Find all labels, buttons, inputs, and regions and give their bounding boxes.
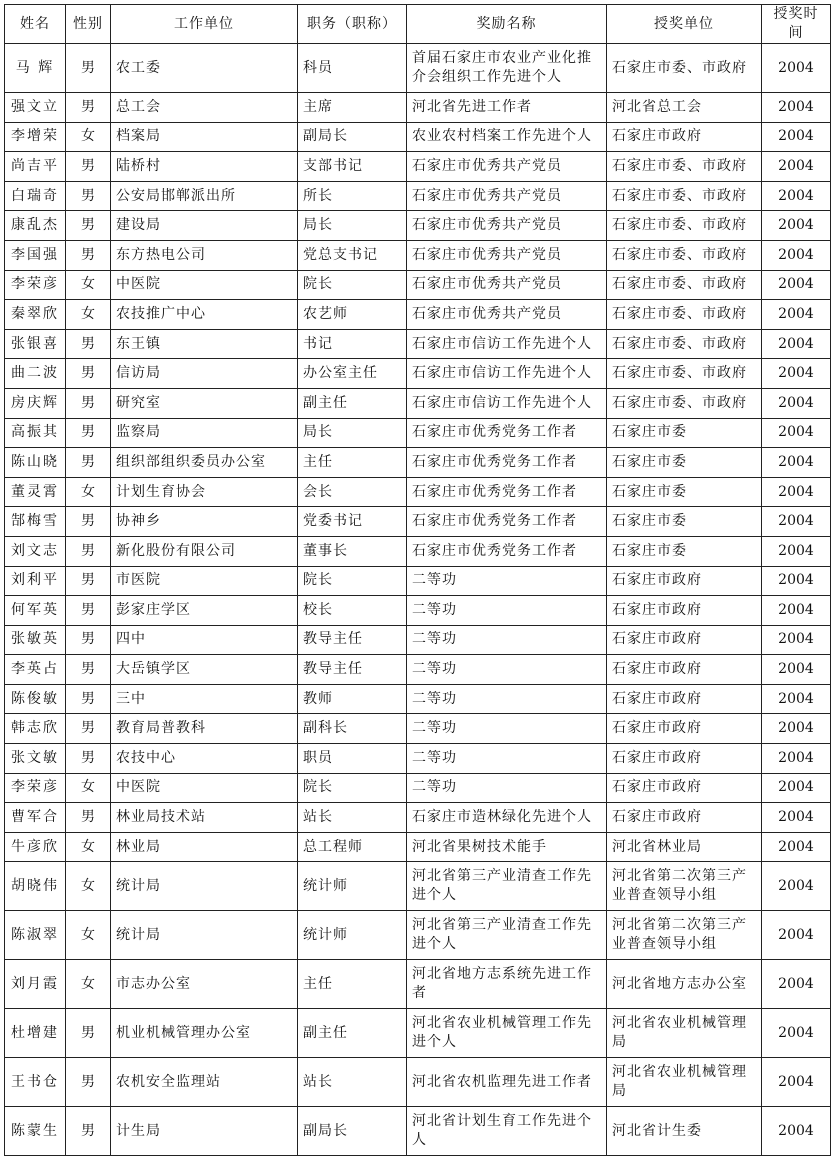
- cell-gender: 男: [66, 388, 111, 418]
- cell-work-unit: 信访局: [111, 359, 298, 389]
- cell-work-unit: 机业机械管理办公室: [111, 1009, 298, 1058]
- cell-award-year: 2004: [762, 960, 831, 1009]
- cell-position: 教师: [298, 684, 407, 714]
- table-row: [5, 911, 831, 960]
- cell-award-year: 2004: [762, 832, 831, 862]
- cell-gender: 男: [66, 93, 111, 123]
- table-row: [5, 211, 831, 241]
- cell-work-unit: 彭家庄学区: [111, 596, 298, 626]
- cell-award-name: 二等功: [407, 596, 607, 626]
- cell-awarding-unit: 石家庄市委、市政府: [607, 152, 762, 182]
- cell-name: 牛彦欣: [5, 832, 66, 862]
- table-row: [5, 960, 831, 1009]
- cell-awarding-unit: 石家庄市政府: [607, 684, 762, 714]
- table-row: [5, 477, 831, 507]
- cell-gender: 男: [66, 625, 111, 655]
- cell-work-unit: 东王镇: [111, 329, 298, 359]
- cell-gender: 女: [66, 832, 111, 862]
- cell-position: 职员: [298, 744, 407, 774]
- cell-gender: 男: [66, 714, 111, 744]
- cell-position: 局长: [298, 418, 407, 448]
- cell-awarding-unit: 石家庄市委: [607, 536, 762, 566]
- cell-name: 何军英: [5, 596, 66, 626]
- cell-gender: 男: [66, 566, 111, 596]
- cell-position: 站长: [298, 1058, 407, 1107]
- cell-awarding-unit: 河北省地方志办公室: [607, 960, 762, 1009]
- cell-name: 秦翠欣: [5, 300, 66, 330]
- cell-work-unit: 农技推广中心: [111, 300, 298, 330]
- table-row: [5, 803, 831, 833]
- cell-award-name: 石家庄市优秀党务工作者: [407, 477, 607, 507]
- cell-awarding-unit: 石家庄市委: [607, 477, 762, 507]
- cell-awarding-unit: 石家庄市政府: [607, 655, 762, 685]
- cell-awarding-unit: 石家庄市委: [607, 418, 762, 448]
- table-body: [5, 44, 831, 1156]
- cell-work-unit: 农机安全监理站: [111, 1058, 298, 1107]
- cell-awarding-unit: 石家庄市政府: [607, 122, 762, 152]
- cell-award-year: 2004: [762, 684, 831, 714]
- table-row: [5, 536, 831, 566]
- cell-award-name: 河北省第三产业清查工作先进个人: [407, 862, 607, 911]
- cell-name: 杜增建: [5, 1009, 66, 1058]
- cell-awarding-unit: 石家庄市政府: [607, 596, 762, 626]
- cell-name: 康乱杰: [5, 211, 66, 241]
- cell-name: 房庆辉: [5, 388, 66, 418]
- cell-work-unit: 监察局: [111, 418, 298, 448]
- cell-awarding-unit: 石家庄市政府: [607, 566, 762, 596]
- cell-award-year: 2004: [762, 714, 831, 744]
- cell-award-name: 石家庄市优秀共产党员: [407, 240, 607, 270]
- cell-position: 站长: [298, 803, 407, 833]
- cell-award-year: 2004: [762, 44, 831, 93]
- cell-position: 院长: [298, 270, 407, 300]
- table-row: [5, 684, 831, 714]
- cell-award-year: 2004: [762, 448, 831, 478]
- cell-name: 董灵霄: [5, 477, 66, 507]
- cell-award-name: 河北省先进工作者: [407, 93, 607, 123]
- cell-award-year: 2004: [762, 566, 831, 596]
- cell-name: 胡晓伟: [5, 862, 66, 911]
- cell-position: 副局长: [298, 1107, 407, 1156]
- cell-work-unit: 中医院: [111, 773, 298, 803]
- cell-award-name: 二等功: [407, 655, 607, 685]
- table-row: [5, 44, 831, 93]
- cell-gender: 男: [66, 181, 111, 211]
- table-row: [5, 300, 831, 330]
- cell-gender: 男: [66, 359, 111, 389]
- cell-award-year: 2004: [762, 418, 831, 448]
- cell-position: 副主任: [298, 388, 407, 418]
- cell-award-name: 二等功: [407, 566, 607, 596]
- cell-work-unit: 研究室: [111, 388, 298, 418]
- cell-name: 陈蒙生: [5, 1107, 66, 1156]
- cell-name: 张银喜: [5, 329, 66, 359]
- cell-name: 强文立: [5, 93, 66, 123]
- cell-name: 尚吉平: [5, 152, 66, 182]
- cell-awarding-unit: 石家庄市委、市政府: [607, 359, 762, 389]
- cell-awarding-unit: 石家庄市委: [607, 448, 762, 478]
- cell-award-name: 二等功: [407, 773, 607, 803]
- header-row: [5, 5, 831, 44]
- cell-position: 董事长: [298, 536, 407, 566]
- cell-name: 高振其: [5, 418, 66, 448]
- cell-award-year: 2004: [762, 1009, 831, 1058]
- table-row: [5, 744, 831, 774]
- cell-work-unit: 农工委: [111, 44, 298, 93]
- cell-award-name: 石家庄市优秀党务工作者: [407, 418, 607, 448]
- cell-awarding-unit: 河北省第二次第三产业普查领导小组: [607, 911, 762, 960]
- cell-name: 王书仓: [5, 1058, 66, 1107]
- cell-gender: 女: [66, 911, 111, 960]
- table-row: [5, 714, 831, 744]
- cell-work-unit: 林业局: [111, 832, 298, 862]
- cell-gender: 女: [66, 122, 111, 152]
- cell-gender: 男: [66, 507, 111, 537]
- cell-gender: 女: [66, 300, 111, 330]
- cell-gender: 男: [66, 418, 111, 448]
- cell-position: 书记: [298, 329, 407, 359]
- table-row: [5, 832, 831, 862]
- cell-name: 郜梅雪: [5, 507, 66, 537]
- cell-award-name: 石家庄市优秀党务工作者: [407, 507, 607, 537]
- cell-award-year: 2004: [762, 625, 831, 655]
- cell-name: 韩志欣: [5, 714, 66, 744]
- cell-work-unit: 新化股份有限公司: [111, 536, 298, 566]
- cell-position: 党总支书记: [298, 240, 407, 270]
- cell-award-name: 农业农村档案工作先进个人: [407, 122, 607, 152]
- cell-award-year: 2004: [762, 911, 831, 960]
- cell-name: 张文敏: [5, 744, 66, 774]
- table-row: [5, 240, 831, 270]
- cell-work-unit: 总工会: [111, 93, 298, 123]
- table-row: [5, 507, 831, 537]
- cell-work-unit: 档案局: [111, 122, 298, 152]
- cell-awarding-unit: 石家庄市政府: [607, 773, 762, 803]
- cell-work-unit: 市志办公室: [111, 960, 298, 1009]
- cell-gender: 男: [66, 684, 111, 714]
- cell-gender: 女: [66, 862, 111, 911]
- cell-award-name: 石家庄市优秀共产党员: [407, 152, 607, 182]
- cell-work-unit: 计划生育协会: [111, 477, 298, 507]
- cell-work-unit: 大岳镇学区: [111, 655, 298, 685]
- cell-award-name: 河北省计划生育工作先进个人: [407, 1107, 607, 1156]
- cell-position: 院长: [298, 773, 407, 803]
- cell-position: 会长: [298, 477, 407, 507]
- cell-position: 副局长: [298, 122, 407, 152]
- cell-award-name: 石家庄市信访工作先进个人: [407, 329, 607, 359]
- header-awarding-unit: 授奖单位: [607, 5, 762, 44]
- cell-award-year: 2004: [762, 270, 831, 300]
- cell-awarding-unit: 石家庄市委、市政府: [607, 181, 762, 211]
- cell-position: 副主任: [298, 1009, 407, 1058]
- cell-name: 陈俊敏: [5, 684, 66, 714]
- table-row: [5, 122, 831, 152]
- cell-award-year: 2004: [762, 93, 831, 123]
- header-award-year: 授奖时间: [762, 5, 831, 44]
- cell-award-year: 2004: [762, 862, 831, 911]
- cell-name: 李国强: [5, 240, 66, 270]
- table-row: [5, 1107, 831, 1156]
- table-row: [5, 596, 831, 626]
- cell-award-name: 河北省农业机械管理工作先进个人: [407, 1009, 607, 1058]
- table-row: [5, 773, 831, 803]
- cell-awarding-unit: 石家庄市委、市政府: [607, 211, 762, 241]
- cell-position: 所长: [298, 181, 407, 211]
- header-work-unit: 工作单位: [111, 5, 298, 44]
- cell-position: 支部书记: [298, 152, 407, 182]
- cell-position: 校长: [298, 596, 407, 626]
- cell-gender: 男: [66, 1009, 111, 1058]
- cell-position: 教导主任: [298, 655, 407, 685]
- table-row: [5, 270, 831, 300]
- header-position: 职务（职称）: [298, 5, 407, 44]
- cell-position: 教导主任: [298, 625, 407, 655]
- cell-award-name: 二等功: [407, 714, 607, 744]
- cell-awarding-unit: 河北省林业局: [607, 832, 762, 862]
- cell-gender: 男: [66, 1058, 111, 1107]
- cell-awarding-unit: 石家庄市政府: [607, 714, 762, 744]
- cell-award-year: 2004: [762, 744, 831, 774]
- cell-awarding-unit: 石家庄市政府: [607, 803, 762, 833]
- cell-position: 办公室主任: [298, 359, 407, 389]
- cell-award-year: 2004: [762, 388, 831, 418]
- table-row: [5, 359, 831, 389]
- header-award-name: 奖励名称: [407, 5, 607, 44]
- cell-award-name: 石家庄市优秀共产党员: [407, 300, 607, 330]
- table-row: [5, 418, 831, 448]
- table-row: [5, 448, 831, 478]
- table-row: [5, 93, 831, 123]
- cell-gender: 男: [66, 152, 111, 182]
- cell-work-unit: 公安局邯郸派出所: [111, 181, 298, 211]
- cell-award-name: 河北省果树技术能手: [407, 832, 607, 862]
- cell-award-year: 2004: [762, 536, 831, 566]
- table-row: [5, 181, 831, 211]
- cell-gender: 男: [66, 803, 111, 833]
- cell-gender: 男: [66, 655, 111, 685]
- cell-award-year: 2004: [762, 211, 831, 241]
- cell-work-unit: 三中: [111, 684, 298, 714]
- cell-position: 统计师: [298, 862, 407, 911]
- cell-name: 陈山晓: [5, 448, 66, 478]
- cell-gender: 男: [66, 536, 111, 566]
- table-row: [5, 1058, 831, 1107]
- cell-name: 李荣彦: [5, 773, 66, 803]
- cell-gender: 男: [66, 240, 111, 270]
- cell-position: 总工程师: [298, 832, 407, 862]
- cell-work-unit: 东方热电公司: [111, 240, 298, 270]
- cell-award-year: 2004: [762, 1107, 831, 1156]
- cell-award-name: 二等功: [407, 625, 607, 655]
- cell-award-year: 2004: [762, 300, 831, 330]
- cell-work-unit: 组织部组织委员办公室: [111, 448, 298, 478]
- cell-work-unit: 陆桥村: [111, 152, 298, 182]
- awards-table: [4, 4, 831, 1156]
- cell-work-unit: 市医院: [111, 566, 298, 596]
- table-row: [5, 862, 831, 911]
- cell-award-name: 石家庄市优秀共产党员: [407, 270, 607, 300]
- table-row: [5, 388, 831, 418]
- cell-work-unit: 教育局普教科: [111, 714, 298, 744]
- cell-gender: 男: [66, 329, 111, 359]
- cell-gender: 女: [66, 960, 111, 1009]
- cell-awarding-unit: 河北省农业机械管理局: [607, 1009, 762, 1058]
- cell-award-year: 2004: [762, 240, 831, 270]
- cell-awarding-unit: 石家庄市委、市政府: [607, 240, 762, 270]
- cell-award-name: 河北省农机监理先进工作者: [407, 1058, 607, 1107]
- cell-name: 陈淑翠: [5, 911, 66, 960]
- cell-gender: 女: [66, 773, 111, 803]
- cell-name: 刘月霞: [5, 960, 66, 1009]
- table-row: [5, 329, 831, 359]
- cell-name: 刘利平: [5, 566, 66, 596]
- cell-award-year: 2004: [762, 122, 831, 152]
- cell-position: 局长: [298, 211, 407, 241]
- cell-name: 马 辉: [5, 44, 66, 93]
- cell-award-name: 河北省第三产业清查工作先进个人: [407, 911, 607, 960]
- cell-award-name: 石家庄市信访工作先进个人: [407, 359, 607, 389]
- cell-award-year: 2004: [762, 477, 831, 507]
- cell-name: 曹军合: [5, 803, 66, 833]
- cell-awarding-unit: 石家庄市委: [607, 507, 762, 537]
- cell-name: 白瑞奇: [5, 181, 66, 211]
- cell-award-name: 二等功: [407, 684, 607, 714]
- cell-award-year: 2004: [762, 596, 831, 626]
- cell-award-name: 石家庄市优秀党务工作者: [407, 448, 607, 478]
- cell-award-name: 石家庄市优秀党务工作者: [407, 536, 607, 566]
- cell-award-year: 2004: [762, 773, 831, 803]
- cell-gender: 男: [66, 744, 111, 774]
- cell-work-unit: 计生局: [111, 1107, 298, 1156]
- cell-award-year: 2004: [762, 152, 831, 182]
- cell-gender: 男: [66, 448, 111, 478]
- cell-work-unit: 四中: [111, 625, 298, 655]
- cell-name: 李荣彦: [5, 270, 66, 300]
- cell-name: 曲二波: [5, 359, 66, 389]
- cell-position: 主席: [298, 93, 407, 123]
- table-row: [5, 152, 831, 182]
- cell-gender: 男: [66, 44, 111, 93]
- cell-award-year: 2004: [762, 181, 831, 211]
- table-row: [5, 1009, 831, 1058]
- cell-award-year: 2004: [762, 329, 831, 359]
- cell-work-unit: 统计局: [111, 862, 298, 911]
- cell-award-year: 2004: [762, 803, 831, 833]
- cell-position: 主任: [298, 448, 407, 478]
- cell-name: 李增荣: [5, 122, 66, 152]
- cell-award-name: 石家庄市造林绿化先进个人: [407, 803, 607, 833]
- cell-position: 院长: [298, 566, 407, 596]
- cell-position: 农艺师: [298, 300, 407, 330]
- cell-awarding-unit: 石家庄市委、市政府: [607, 300, 762, 330]
- table-row: [5, 655, 831, 685]
- cell-gender: 女: [66, 270, 111, 300]
- cell-award-year: 2004: [762, 1058, 831, 1107]
- cell-award-name: 河北省地方志系统先进工作者: [407, 960, 607, 1009]
- cell-name: 张敏英: [5, 625, 66, 655]
- cell-awarding-unit: 石家庄市委、市政府: [607, 44, 762, 93]
- cell-award-name: 石家庄市优秀共产党员: [407, 181, 607, 211]
- cell-awarding-unit: 河北省计生委: [607, 1107, 762, 1156]
- cell-awarding-unit: 石家庄市委、市政府: [607, 329, 762, 359]
- cell-awarding-unit: 石家庄市政府: [607, 744, 762, 774]
- cell-gender: 女: [66, 477, 111, 507]
- cell-work-unit: 农技中心: [111, 744, 298, 774]
- table-row: [5, 566, 831, 596]
- cell-gender: 男: [66, 211, 111, 241]
- cell-awarding-unit: 河北省总工会: [607, 93, 762, 123]
- header-gender: 性别: [66, 5, 111, 44]
- cell-name: 刘文志: [5, 536, 66, 566]
- cell-position: 科员: [298, 44, 407, 93]
- cell-awarding-unit: 石家庄市委、市政府: [607, 388, 762, 418]
- cell-work-unit: 林业局技术站: [111, 803, 298, 833]
- cell-award-name: 石家庄市优秀共产党员: [407, 211, 607, 241]
- cell-award-name: 二等功: [407, 744, 607, 774]
- cell-award-year: 2004: [762, 359, 831, 389]
- cell-award-name: 首届石家庄市农业产业化推介会组织工作先进个人: [407, 44, 607, 93]
- cell-award-name: 石家庄市信访工作先进个人: [407, 388, 607, 418]
- cell-position: 统计师: [298, 911, 407, 960]
- cell-work-unit: 中医院: [111, 270, 298, 300]
- cell-awarding-unit: 石家庄市政府: [607, 625, 762, 655]
- cell-name: 李英占: [5, 655, 66, 685]
- cell-work-unit: 统计局: [111, 911, 298, 960]
- cell-awarding-unit: 河北省农业机械管理局: [607, 1058, 762, 1107]
- header-name: 姓名: [5, 5, 66, 44]
- cell-position: 副科长: [298, 714, 407, 744]
- cell-position: 党委书记: [298, 507, 407, 537]
- cell-gender: 男: [66, 596, 111, 626]
- cell-awarding-unit: 河北省第二次第三产业普查领导小组: [607, 862, 762, 911]
- cell-gender: 男: [66, 1107, 111, 1156]
- cell-work-unit: 建设局: [111, 211, 298, 241]
- cell-award-year: 2004: [762, 507, 831, 537]
- table-row: [5, 625, 831, 655]
- cell-awarding-unit: 石家庄市委、市政府: [607, 270, 762, 300]
- cell-position: 主任: [298, 960, 407, 1009]
- cell-work-unit: 协神乡: [111, 507, 298, 537]
- cell-award-year: 2004: [762, 655, 831, 685]
